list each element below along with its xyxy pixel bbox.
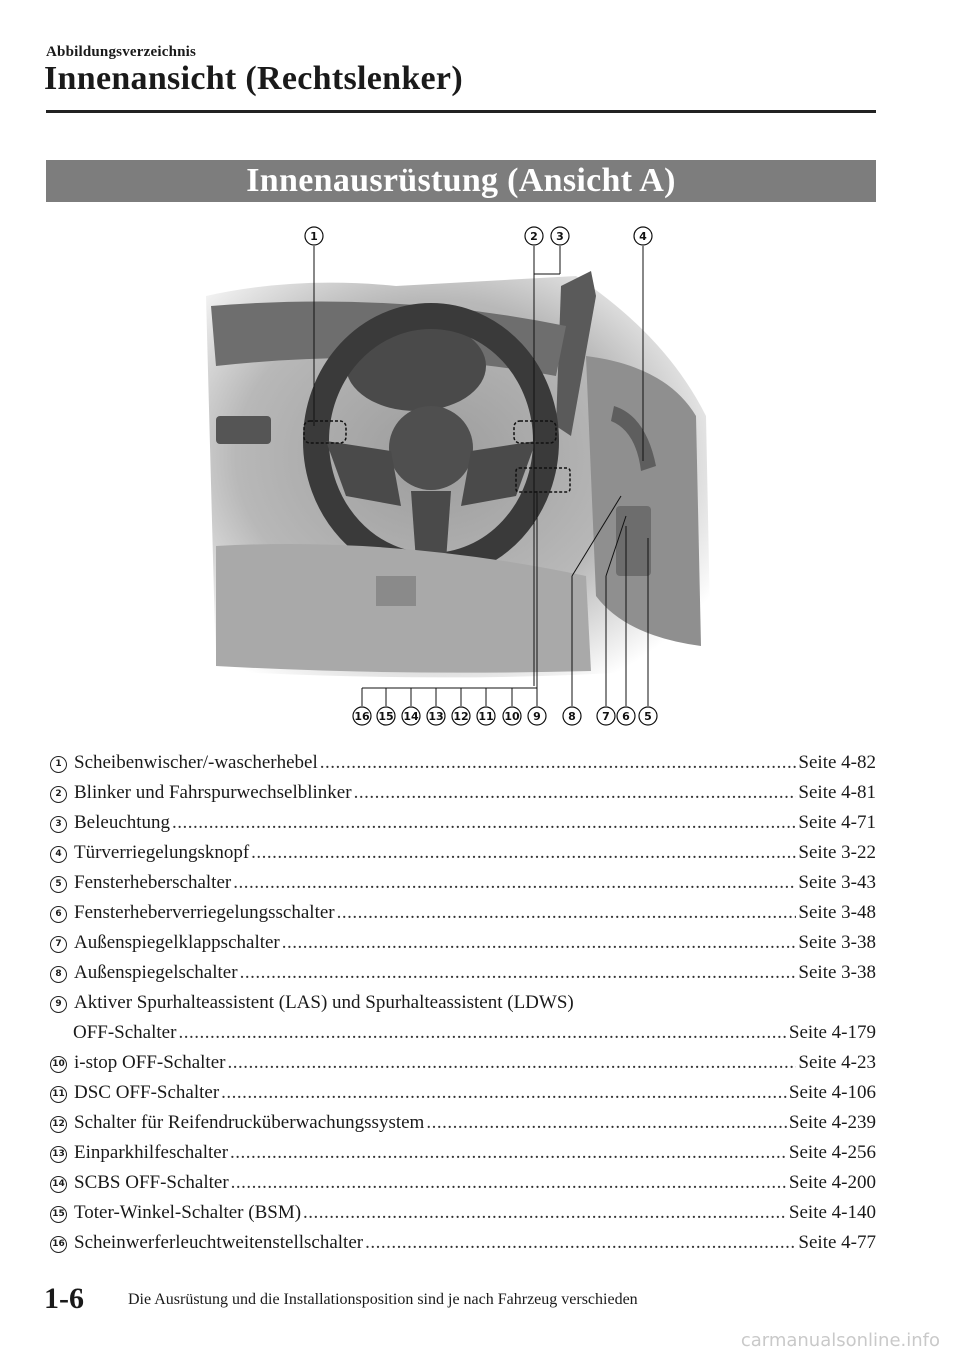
callout-number: 4 — [639, 230, 647, 243]
switch-panel — [616, 506, 651, 576]
item-page-ref[interactable]: Seite 3-38 — [798, 932, 876, 953]
item-page-ref[interactable]: Seite 4-71 — [798, 812, 876, 833]
item-page-ref[interactable]: Seite 4-239 — [788, 1112, 876, 1133]
air-vent — [216, 416, 271, 444]
list-item — [50, 748, 876, 778]
callout-number: 6 — [622, 710, 630, 723]
callout-number: 13 — [428, 710, 444, 723]
dot-leader — [221, 1078, 787, 1108]
item-label: DSC OFF-Schalter — [74, 1082, 220, 1103]
item-label: Fensterheberschalter — [74, 872, 232, 893]
dot-leader — [230, 1138, 787, 1168]
item-page-ref[interactable]: Seite 3-38 — [798, 962, 876, 983]
dot-leader — [365, 1228, 796, 1258]
callout-number: 11 — [478, 710, 494, 723]
item-page-ref[interactable]: Seite 3-22 — [798, 842, 876, 863]
steering-hub — [389, 406, 473, 490]
dot-leader — [354, 778, 797, 808]
section-label: Abbildungsverzeichnis — [46, 44, 197, 60]
callouts-top — [305, 227, 652, 245]
dot-leader — [337, 898, 797, 928]
item-page-ref[interactable]: Seite 4-81 — [798, 782, 876, 803]
callout-number: 9 — [533, 710, 541, 723]
list-item — [50, 778, 876, 808]
item-page-ref[interactable]: Seite 4-200 — [788, 1172, 876, 1193]
title-divider — [46, 110, 876, 113]
callout-number: 15 — [378, 710, 394, 723]
item-label: Beleuchtung — [74, 812, 171, 833]
item-page-ref[interactable]: Seite 4-140 — [788, 1202, 876, 1223]
item-label: Blinker und Fahrspurwechselblinker — [74, 782, 352, 803]
callout-number: 3 — [556, 230, 564, 243]
callout-number: 1 — [310, 230, 318, 243]
dot-leader — [233, 868, 796, 898]
list-item — [50, 1168, 876, 1198]
page-number: 1-6 — [44, 1282, 84, 1315]
dot-leader — [320, 748, 797, 778]
list-item — [50, 958, 876, 988]
item-label: Scheibenwischer/-wascherhebel — [74, 752, 318, 773]
list-item — [50, 988, 876, 1048]
footer-note: Die Ausrüstung und die Installationsposition sind je nach Fahrzeug verschieden — [128, 1291, 638, 1308]
item-number-badge: 16 — [50, 1236, 67, 1253]
list-item — [50, 1078, 876, 1108]
list-item — [50, 1228, 876, 1258]
callout-number: 5 — [644, 710, 652, 723]
list-item — [50, 1138, 876, 1168]
dot-leader — [178, 1018, 786, 1048]
dot-leader — [231, 1168, 787, 1198]
item-number-badge: 15 — [50, 1206, 67, 1223]
list-item — [50, 868, 876, 898]
dot-leader — [172, 808, 796, 838]
item-number-badge: 12 — [50, 1116, 67, 1133]
list-item — [50, 928, 876, 958]
component-list — [50, 748, 876, 1258]
callout-number: 8 — [568, 710, 576, 723]
item-label-continued: OFF-Schalter — [73, 1022, 177, 1043]
item-label: Türverriegelungsknopf — [74, 842, 250, 863]
item-number-badge: 10 — [50, 1056, 67, 1073]
item-page-ref[interactable]: Seite 4-106 — [788, 1082, 876, 1103]
item-number-badge: 13 — [50, 1146, 67, 1163]
dot-leader — [282, 928, 797, 958]
list-item — [50, 808, 876, 838]
item-page-ref[interactable]: Seite 4-256 — [788, 1142, 876, 1163]
item-number-badge: 4 — [50, 846, 67, 863]
dot-leader — [240, 958, 797, 988]
item-number-badge: 9 — [50, 996, 67, 1013]
callouts-bottom — [353, 707, 657, 725]
item-page-ref[interactable]: Seite 3-43 — [798, 872, 876, 893]
item-label: Schalter für Reifendrucküberwachungssystem — [74, 1112, 425, 1133]
dot-leader — [227, 1048, 796, 1078]
item-label: Fensterheberverriegelungsschalter — [74, 902, 335, 923]
watermark: carmanualsonline.info — [740, 1330, 940, 1351]
section-banner: Innenausrüstung (Ansicht A) — [46, 160, 876, 202]
item-number-badge: 5 — [50, 876, 67, 893]
item-label: i-stop OFF-Schalter — [74, 1052, 226, 1073]
item-page-ref[interactable]: Seite 4-179 — [788, 1022, 876, 1043]
callout-number: 7 — [602, 710, 610, 723]
item-label: Toter-Winkel-Schalter (BSM) — [74, 1202, 302, 1223]
dot-leader — [303, 1198, 787, 1228]
list-item — [50, 838, 876, 868]
pedal — [376, 576, 416, 606]
callout-number: 10 — [504, 710, 520, 723]
callout-number: 2 — [530, 230, 538, 243]
callout-number: 16 — [354, 710, 370, 723]
cockpit-illustration — [196, 216, 726, 736]
item-number-badge: 7 — [50, 936, 67, 953]
list-item — [50, 898, 876, 928]
interior-figure — [196, 216, 726, 736]
item-number-badge: 3 — [50, 816, 67, 833]
item-label: Scheinwerferleuchtweitenstellschalter — [74, 1232, 364, 1253]
callout-number: 14 — [403, 710, 419, 723]
item-page-ref[interactable]: Seite 3-48 — [798, 902, 876, 923]
item-label: Einparkhilfeschalter — [74, 1142, 229, 1163]
item-label: Außenspiegelschalter — [74, 962, 238, 983]
item-label: Aktiver Spurhalteassistent (LAS) und Spurhalteassistent (LDWS) — [74, 992, 574, 1013]
item-number-badge: 8 — [50, 966, 67, 983]
item-page-ref[interactable]: Seite 4-77 — [798, 1232, 876, 1253]
item-page-ref[interactable]: Seite 4-23 — [798, 1052, 876, 1073]
list-item — [50, 1048, 876, 1078]
list-item — [50, 1198, 876, 1228]
item-label: SCBS OFF-Schalter — [74, 1172, 229, 1193]
list-item — [50, 1108, 876, 1138]
item-number-badge: 1 — [50, 756, 67, 773]
item-label: Außenspiegelklappschalter — [74, 932, 280, 953]
item-number-badge: 2 — [50, 786, 67, 803]
dot-leader — [251, 838, 796, 868]
callout-number: 12 — [453, 710, 469, 723]
item-number-badge: 11 — [50, 1086, 67, 1103]
item-number-badge: 6 — [50, 906, 67, 923]
page-title: Innenansicht (Rechtslenker) — [44, 60, 463, 97]
dot-leader — [426, 1108, 787, 1138]
item-number-badge: 14 — [50, 1176, 67, 1193]
item-page-ref[interactable]: Seite 4-82 — [798, 752, 876, 773]
